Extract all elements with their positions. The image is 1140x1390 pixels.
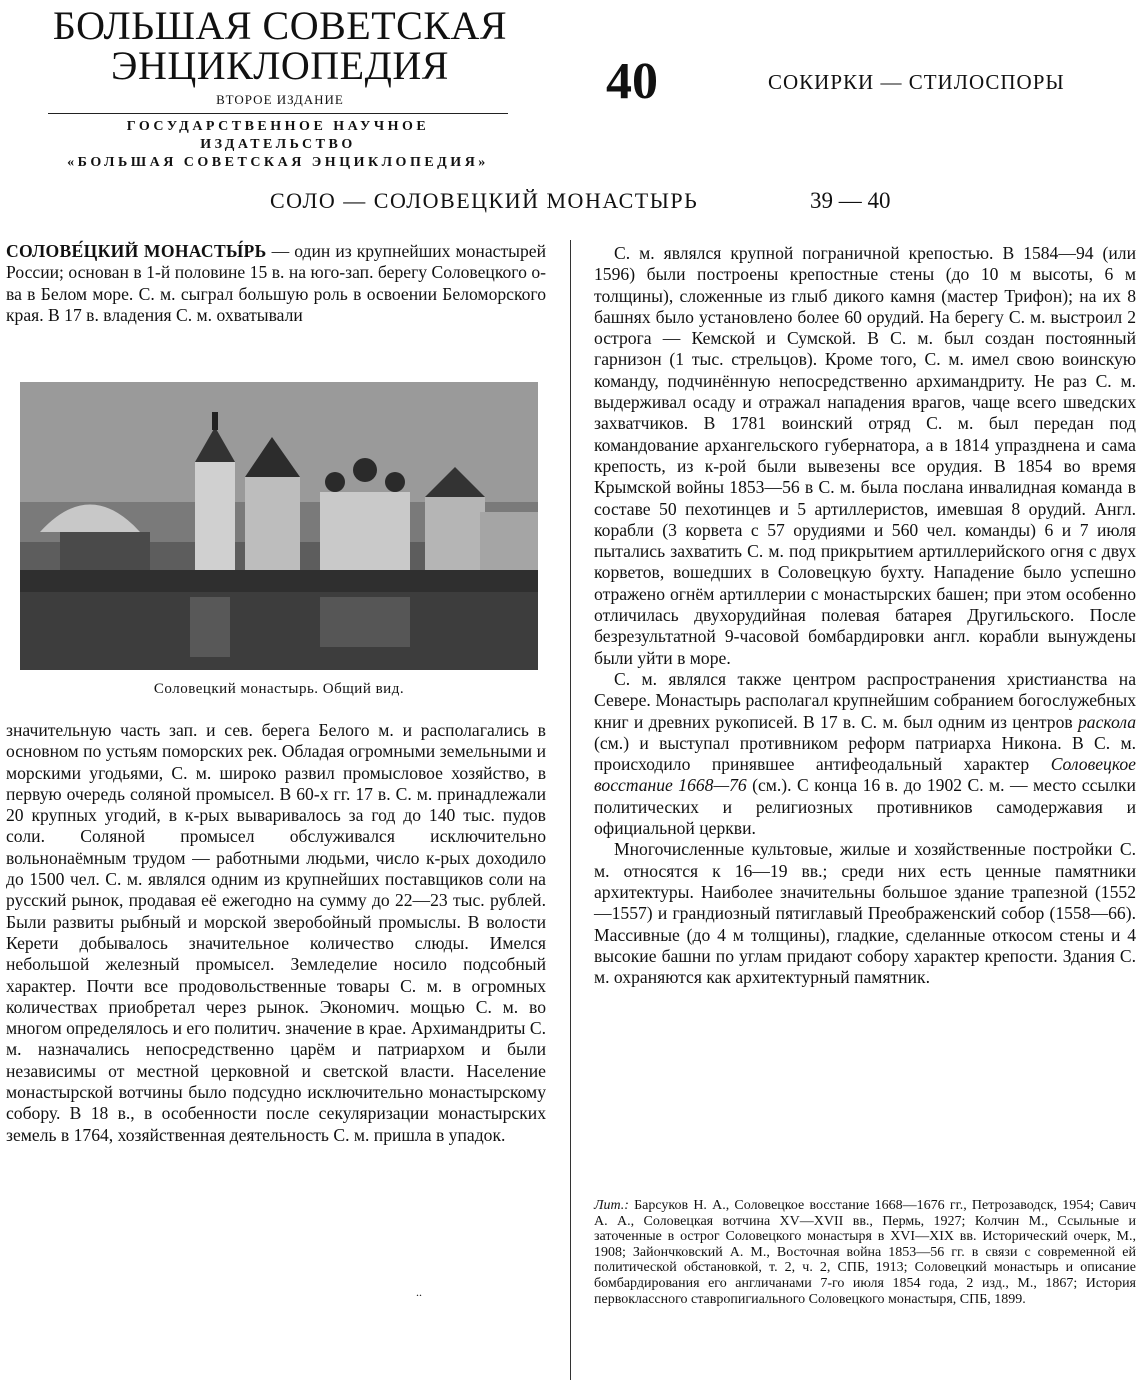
literature-references — [594, 1198, 1136, 1307]
volume-range: СОКИРКИ — СТИЛОСПОРЫ — [768, 70, 1065, 94]
running-head-pages: 39 — 40 — [810, 188, 891, 213]
volume-number: 40 — [606, 53, 658, 110]
article-economy — [6, 720, 546, 1146]
article-religion-paragraph: С. м. являлся также центром распространения христианства на Севере. Монастырь располагал крупнейшим собранием богослужебных книг и древних рукописей. В 17 в. С. м. был одним из центров раскола (см.) и выступал противником реформ патриарха Никона. В С. м. происходило принявшее антифеодальный характер Соловецкое восстание 1668—76 (см.). С конца 16 в. до 1902 С. м. — место ссылки политических и религиозных противников самодержавия и официальной церкви. — [594, 668, 1137, 839]
publisher-name: ГОСУДАРСТВЕННОЕ НАУЧНОЕ ИЗДАТЕЛЬСТВО «БОЛЬШАЯ СОВЕТСКАЯ ЭНЦИКЛОПЕДИЯ» — [67, 119, 489, 170]
article-intro — [6, 241, 546, 326]
article-fortress-text: С. м. являлся крупной пограничной крепостью. В 1584—94 (или 1596) были построены крепостные стены (до 10 м высоты, 6 м толщины), сложенные из глыб дикого камня (мастер Трифон); на их 8 башнях было установлено более 60 орудий. На берегу С. м. выстроил 2 острога — Кемской и Сумской. В С. м. был создан постоянный гарнизон (1 тыс. стрельцов). Кроме того, С. м. имел свою воинскую команду, подчинённую непосредственно архимандриту. Не раз С. м. выдерживал осаду и отражал нападения врагов, чаще всего шведских захватчиков. В 1781 воинский отряд С. м. был передан под командование архангельского губернатора, а в 1814 упразднена и сама крепость, из к-рой были вывезены все орудия. В 1854 во время Крымской войны 1853—56 в С. м. была послана инвалидная команда в составе 50 пехотинцев и 5 артиллеристов, имевшая 8 орудий. Англ. корабли (3 корвета с 57 орудиями и 560 чел. команды) 6 и 7 июля пытались захватить С. м. под прикрытием артиллерийского огня с двух корветов, вошедших в Соловецкую бухту. Нападение было успешно отражено огнём артиллерии с монастырских башен; при этом особенно отличилась двухорудийная полевая батарея Другильского. После безрезультатной 9-часовой бомбардировки англ. корабли вынуждены были уйти в море. — [594, 243, 1136, 668]
column-divider — [570, 240, 571, 1380]
article-economy-text: значительную часть зап. и сев. берега Белого м. и располагались в основном по устьям поморских рек. Обладая огромными земельными и морскими угодьями, С. м. широко развил промысловое хозяйство, в первую очередь соляной промысел. В 60-х гг. 17 в. С. м. принадлежали 20 крупных угодий, в к-рых вываривалось за год до 140 тыс. пудов соли. Соляной промысел обслуживался исключительно вольнонаёмным трудом — работными людьми, число к-рых доходило до 1500 чел. С. м. являлся одним из крупнейших поставщиков соли на русский рынок, продавая её ежегодно на сумму до 22—23 тыс. рублей. Были развиты рыбный и морской зверобойный промыслы. В волости Керети добывалось значительное количество слюды. Имелся небольшой железный промысел. Земледелие носило подсобный характер. Почти все продовольственные товары С. м. в огромных количествах приобретал через рынок. Экономич. мощью С. м. во многом определялось и его политич. значение в крае. Архимандриты С. м. назначались непосредственно царём и патриархом и были независимы от местной церковной и светской власти. Население монастырской вотчины было подсудно исключительно монастырскому собору. В 18 в., в особенности после секуляризации монастырских земель в 1764, хозяйственная деятельность С. м. пришла в упадок. — [6, 720, 546, 1145]
uprising-link[interactable]: Соловецкое восстание 1668—76 — [594, 754, 1136, 796]
edition-label: ВТОРОЕ ИЗДАНИЕ — [216, 92, 344, 107]
article-right-column — [594, 243, 1136, 988]
raskol-link[interactable]: раскола — [1078, 711, 1137, 732]
masthead-divider — [48, 113, 508, 114]
article-intro-text: — один из крупнейших монастырей России; основан в 1-й половине 15 в. на юго-зап. берегу Соловецкого о-ва в Белом море. С. м. сыграл большую роль в освоении Беломорского края. В 17 в. владения С. м. охватывали — [6, 241, 546, 325]
literature-label: Лит.: — [594, 1198, 629, 1213]
photo-caption: Соловецкий монастырь. Общий вид. — [153, 681, 405, 697]
running-head-title: СОЛО — СОЛОВЕЦКИЙ МОНАСТЫРЬ — [270, 188, 699, 213]
literature-text: Барсуков Н. А., Соловецкое восстание 1668—1676 гг., Петрозаводск, 1954; Савич А. А., Соловецкая вотчина XV—XVII вв., Пермь, 1927; Колчин М., Ссыльные и заточенные в острог Соловецкого монастыря в XVI—XIX вв. Исторический очерк, М., 1908; Зайончковский А. М., Восточная война 1853—56 гг. в связи с современной ей политической обстановкой, т. 2, ч. 2, СПБ, 1913; Соловецкий монастырь и описание бомбардирования его англичанами 7-го июля 1854 года, 2 изд., М., 1867; История первоклассного ставропигиального Соловецкого монастыря, СПБ, 1899. — [594, 1198, 1136, 1307]
article-headword: СОЛОВЕ́ЦКИЙ МОНАСТЫ́РЬ — [6, 241, 267, 261]
footer-mark: .. — [416, 1285, 422, 1299]
article-architecture-text: Многочисленные культовые, жилые и хозяйственные постройки С. м. относятся к 16—19 вв.; среди них есть ценные памятники архитектуры. Наиболее значительны большое здание трапезной (1552—1557) и грандиозный пятиглавый Преображенский собор (1558—66). Массивные (до 4 м толщины), гладкие, сделанные откосом стены и 4 высокие башни по углам придают собору характер крепости. Здания С. м. охраняются как архитектурный памятник. — [594, 839, 1136, 988]
encyclopedia-title: БОЛЬШАЯ СОВЕТСКАЯ ЭНЦИКЛОПЕДИЯ — [52, 3, 508, 88]
monastery-photo — [20, 382, 538, 670]
